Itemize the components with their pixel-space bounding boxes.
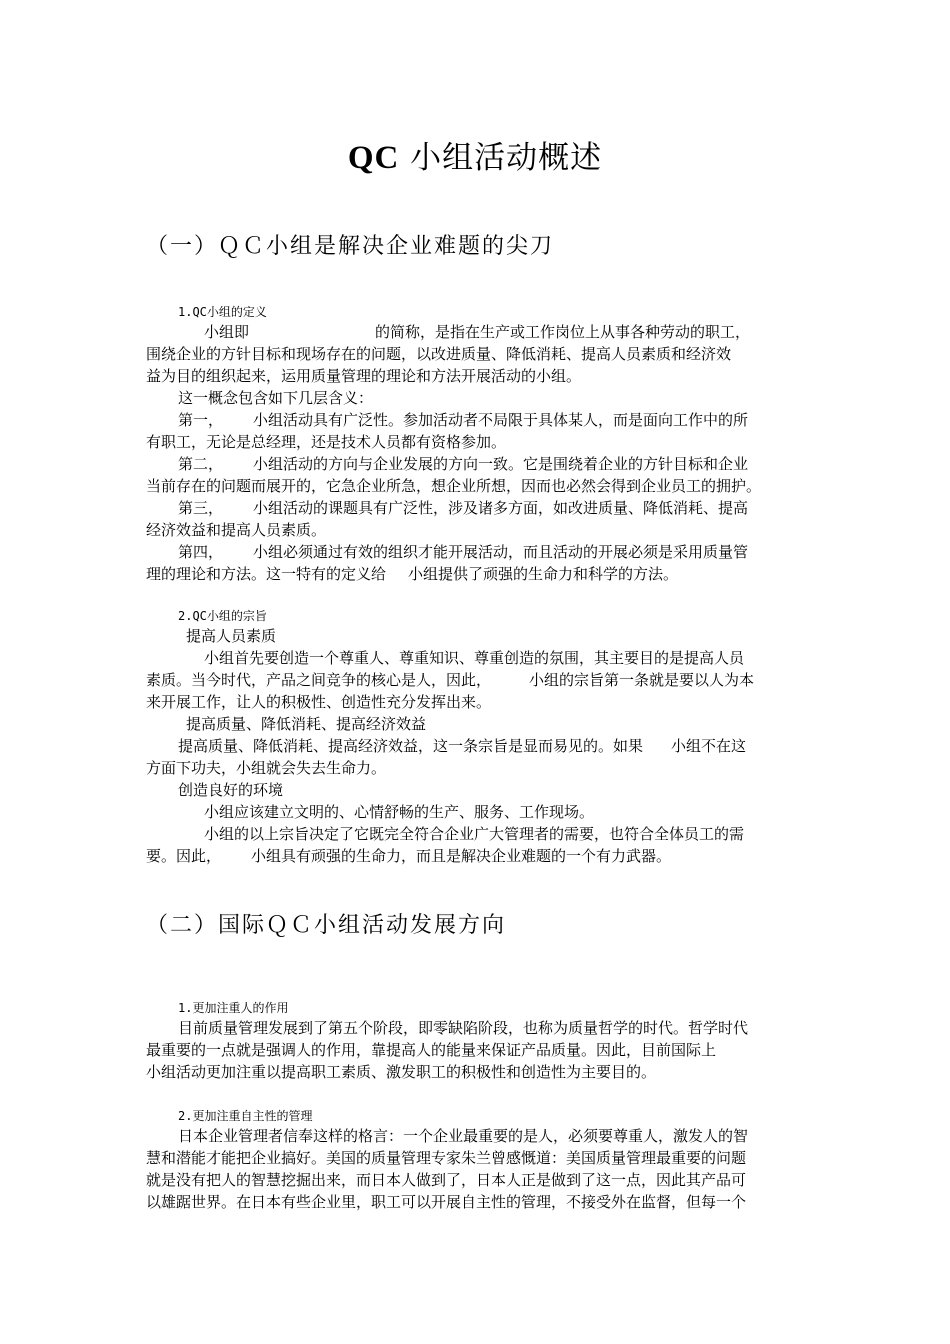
paragraph-line: 小组的以上宗旨决定了它既完全符合企业广大管理者的需要，也符合全体员工的需 [204,825,745,843]
paragraph-line: 小组活动更加注重以提高职工素质、激发职工的积极性和创造性为主要目的。 [146,1063,657,1081]
paragraph-line: 来开展工作，让人的积极性、创造性充分发挥出来。 [146,693,492,711]
paragraph-line: 以雄踞世界。在日本有些企业里，职工可以开展自主性的管理，不接受外在监督，但每一个 [146,1193,747,1211]
paragraph-line: 当前存在的问题而展开的，它急企业所急，想企业所想，因而也必然会得到企业员工的拥护。 [146,477,762,495]
subsection-heading-1-2: 2.QC小组的宗旨 [178,609,267,623]
paragraph-line: 第四， 小组必须通过有效的组织才能开展活动，而且活动的开展必须是采用质量管 [178,543,749,561]
subsection-heading-2-2: 2.更加注重自主性的管理 [178,1109,313,1123]
section-heading-1: （一）ＱＣ小组是解决企业难题的尖刀 [146,234,555,259]
section-heading-2: （二）国际ＱＣ小组活动发展方向 [146,913,507,938]
paragraph-line: 益为目的组织起来，运用质量管理的理论和方法开展活动的小组。 [146,367,582,385]
title-prefix: QC [347,140,400,176]
paragraph-line: 小组应该建立文明的、心情舒畅的生产、服务、工作现场。 [204,803,595,821]
paragraph-line: 提高质量、降低消耗、提高经济效益，这一条宗旨是显而易见的。如果 小组不在这 [178,737,747,755]
subsection-heading-1-1: 1.QC小组的定义 [178,305,267,319]
paragraph-line: 第一， 小组活动具有广泛性。参加活动者不局限于具体某人，而是面向工作中的所 [178,411,749,429]
paragraph-line: 方面下功夫，小组就会失去生命力。 [146,759,387,777]
subsection-heading-2-1: 1.更加注重人的作用 [178,1001,289,1015]
paragraph-line: 第三， 小组活动的课题具有广泛性，涉及诸多方面，如改进质量、降低消耗、提高 [178,499,749,517]
paragraph-line: 小组首先要创造一个尊重人、尊重知识、尊重创造的氛围，其主要目的是提高人员 [204,649,745,667]
paragraph-line: 最重要的一点就是强调人的作用，靠提高人的能量来保证产品质量。因此，目前国际上 [146,1041,717,1059]
paragraph-line: 围绕企业的方针目标和现场存在的问题，以改进质量、降低消耗、提高人员素质和经济效 [146,345,732,363]
paragraph-line: 第二， 小组活动的方向与企业发展的方向一致。它是围绕着企业的方针目标和企业 [178,455,749,473]
paragraph-line: 就是没有把人的智慧挖掘出来，而日本人做到了，日本人正是做到了这一点，因此其产品可 [146,1171,747,1189]
paragraph-line: 创造良好的环境 [178,781,284,799]
document-title [0,138,950,178]
paragraph-line: 经济效益和提高人员素质。 [146,521,327,539]
paragraph-line: 提高人员素质 [186,627,277,645]
title-main: 小组活动概述 [410,140,603,176]
paragraph-line: 提高质量、降低消耗、提高经济效益 [186,715,427,733]
paragraph-line: 日本企业管理者信奉这样的格言：一个企业最重要的是人，必须要尊重人，激发人的智 [178,1127,749,1145]
paragraph-line: 要。因此， 小组具有顽强的生命力，而且是解决企业难题的一个有力武器。 [146,847,672,865]
paragraph-line: 小组即 的简称，是指在生产或工作岗位上从事各种劳动的职工， [204,323,751,341]
paragraph-line: 目前质量管理发展到了第五个阶段，即零缺陷阶段，也称为质量哲学的时代。哲学时代 [178,1019,749,1037]
paragraph-line: 素质。当今时代，产品之间竞争的核心是人，因此， 小组的宗旨第一条就是要以人为本 [146,671,755,689]
paragraph-line: 这一概念包含如下几层含义： [178,389,374,407]
paragraph-line: 有职工，无论是总经理，还是技术人员都有资格参加。 [146,433,507,451]
paragraph-line: 理的理论和方法。这一特有的定义给 小组提供了顽强的生命力和科学的方法。 [146,565,679,583]
paragraph-line: 慧和潜能才能把企业搞好。美国的质量管理专家朱兰曾感慨道：美国质量管理最重要的问题 [146,1149,747,1167]
